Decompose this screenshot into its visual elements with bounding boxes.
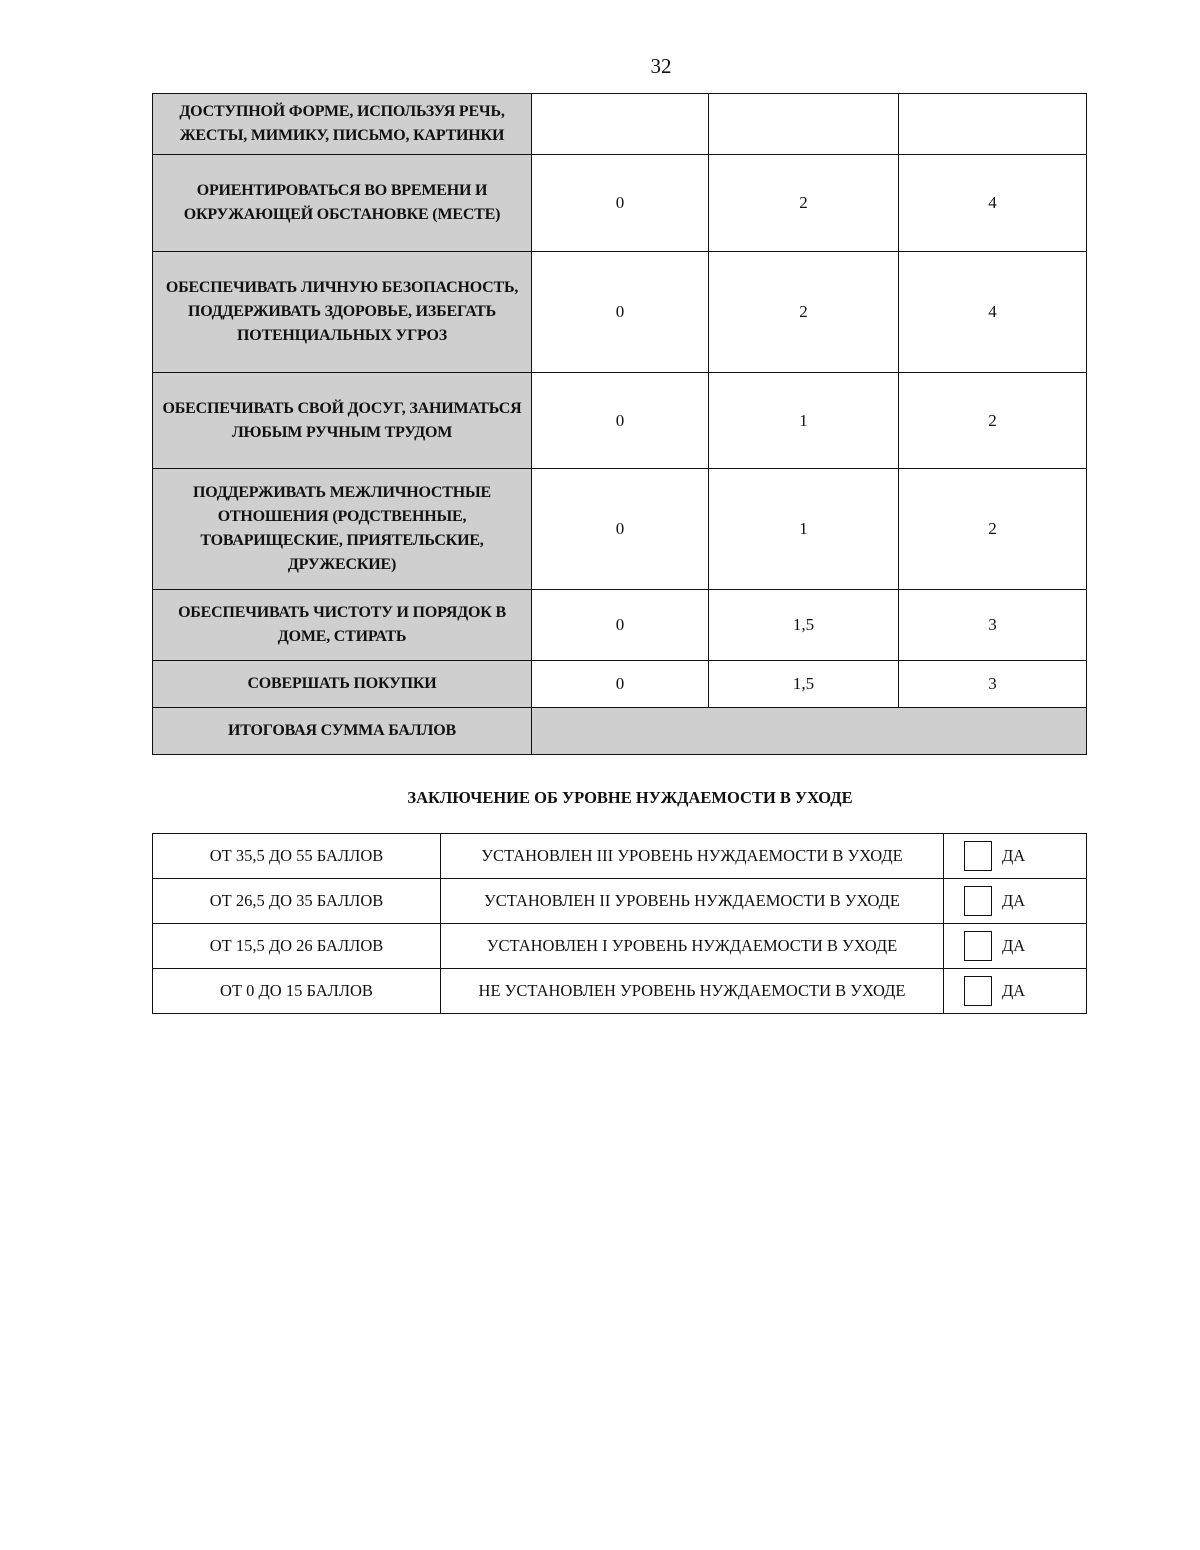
conclusion-row: [153, 924, 1087, 969]
score-cell: 2: [709, 155, 899, 252]
score-range: ОТ 0 ДО 15 БАЛЛОВ: [153, 969, 441, 1014]
criterion-cell: ОБЕСПЕЧИВАТЬ ЧИСТОТУ И ПОРЯДОК В ДОМЕ, СТИРАТЬ: [153, 590, 532, 661]
yes-label: ДА: [1002, 981, 1026, 1000]
conclusion-row: [153, 969, 1087, 1014]
answer-cell: [944, 969, 1087, 1014]
yes-checkbox[interactable]: [964, 931, 992, 961]
yes-checkbox[interactable]: [964, 841, 992, 871]
score-cell: 1,5: [709, 590, 899, 661]
criterion-cell: ОБЕСПЕЧИВАТЬ СВОЙ ДОСУГ, ЗАНИМАТЬСЯ ЛЮБЫМ РУЧНЫМ ТРУДОМ: [153, 373, 532, 469]
score-cell: 0: [532, 155, 709, 252]
conclusion-table: [152, 833, 1087, 1014]
conclusion-row: [153, 834, 1087, 879]
score-range: ОТ 35,5 ДО 55 БАЛЛОВ: [153, 834, 441, 879]
score-row: [153, 661, 1087, 708]
answer-cell: [944, 834, 1087, 879]
score-cell: 4: [899, 252, 1087, 373]
care-level: УСТАНОВЛЕН III УРОВЕНЬ НУЖДАЕМОСТИ В УХОДЕ: [441, 834, 944, 879]
criterion-cell: ОБЕСПЕЧИВАТЬ ЛИЧНУЮ БЕЗОПАСНОСТЬ, ПОДДЕРЖИВАТЬ ЗДОРОВЬЕ, ИЗБЕГАТЬ ПОТЕНЦИАЛЬНЫХ УГРОЗ: [153, 252, 532, 373]
care-level: УСТАНОВЛЕН II УРОВЕНЬ НУЖДАЕМОСТИ В УХОДЕ: [441, 879, 944, 924]
score-cell: 4: [899, 155, 1087, 252]
score-row: [153, 155, 1087, 252]
score-cell: [709, 94, 899, 155]
conclusion-row: [153, 879, 1087, 924]
criterion-cell: СОВЕРШАТЬ ПОКУПКИ: [153, 661, 532, 708]
care-level: НЕ УСТАНОВЛЕН УРОВЕНЬ НУЖДАЕМОСТИ В УХОДЕ: [441, 969, 944, 1014]
score-cell: 2: [899, 469, 1087, 590]
answer-cell: [944, 924, 1087, 969]
answer-cell: [944, 879, 1087, 924]
score-row: [153, 590, 1087, 661]
conclusion-title: ЗАКЛЮЧЕНИЕ ОБ УРОВНЕ НУЖДАЕМОСТИ В УХОДЕ: [407, 788, 853, 807]
score-cell: 0: [532, 252, 709, 373]
score-cell: 0: [532, 469, 709, 590]
total-row: [153, 708, 1087, 755]
score-row: [153, 469, 1087, 590]
score-cell: 2: [709, 252, 899, 373]
score-cell: 0: [532, 590, 709, 661]
total-label: ИТОГОВАЯ СУММА БАЛЛОВ: [153, 708, 532, 755]
yes-checkbox[interactable]: [964, 976, 992, 1006]
score-table: [152, 93, 1087, 755]
score-row: [153, 94, 1087, 155]
yes-label: ДА: [1002, 891, 1026, 910]
score-cell: 0: [532, 661, 709, 708]
score-cell: 2: [899, 373, 1087, 469]
score-cell: 1,5: [709, 661, 899, 708]
score-cell: 3: [899, 661, 1087, 708]
score-cell: 1: [709, 373, 899, 469]
yes-label: ДА: [1002, 936, 1026, 955]
criterion-cell: ПОДДЕРЖИВАТЬ МЕЖЛИЧНОСТНЫЕ ОТНОШЕНИЯ (РОДСТВЕННЫЕ, ТОВАРИЩЕСКИЕ, ПРИЯТЕЛЬСКИЕ, ДРУЖЕСКИЕ): [153, 469, 532, 590]
score-cell: 3: [899, 590, 1087, 661]
score-cell: 1: [709, 469, 899, 590]
yes-label: ДА: [1002, 846, 1026, 865]
yes-checkbox[interactable]: [964, 886, 992, 916]
criterion-cell: ОРИЕНТИРОВАТЬСЯ ВО ВРЕМЕНИ И ОКРУЖАЮЩЕЙ ОБСТАНОВКЕ (МЕСТЕ): [153, 155, 532, 252]
criterion-cell: ДОСТУПНОЙ ФОРМЕ, ИСПОЛЬЗУЯ РЕЧЬ, ЖЕСТЫ, МИМИКУ, ПИСЬМО, КАРТИНКИ: [153, 94, 532, 155]
care-level: УСТАНОВЛЕН I УРОВЕНЬ НУЖДАЕМОСТИ В УХОДЕ: [441, 924, 944, 969]
score-cell: 0: [532, 373, 709, 469]
score-cell: [899, 94, 1087, 155]
page-number: 32: [650, 54, 672, 78]
score-row: [153, 373, 1087, 469]
total-value-cell: [532, 708, 1087, 755]
score-row: [153, 252, 1087, 373]
score-cell: [532, 94, 709, 155]
score-range: ОТ 26,5 ДО 35 БАЛЛОВ: [153, 879, 441, 924]
score-range: ОТ 15,5 ДО 26 БАЛЛОВ: [153, 924, 441, 969]
